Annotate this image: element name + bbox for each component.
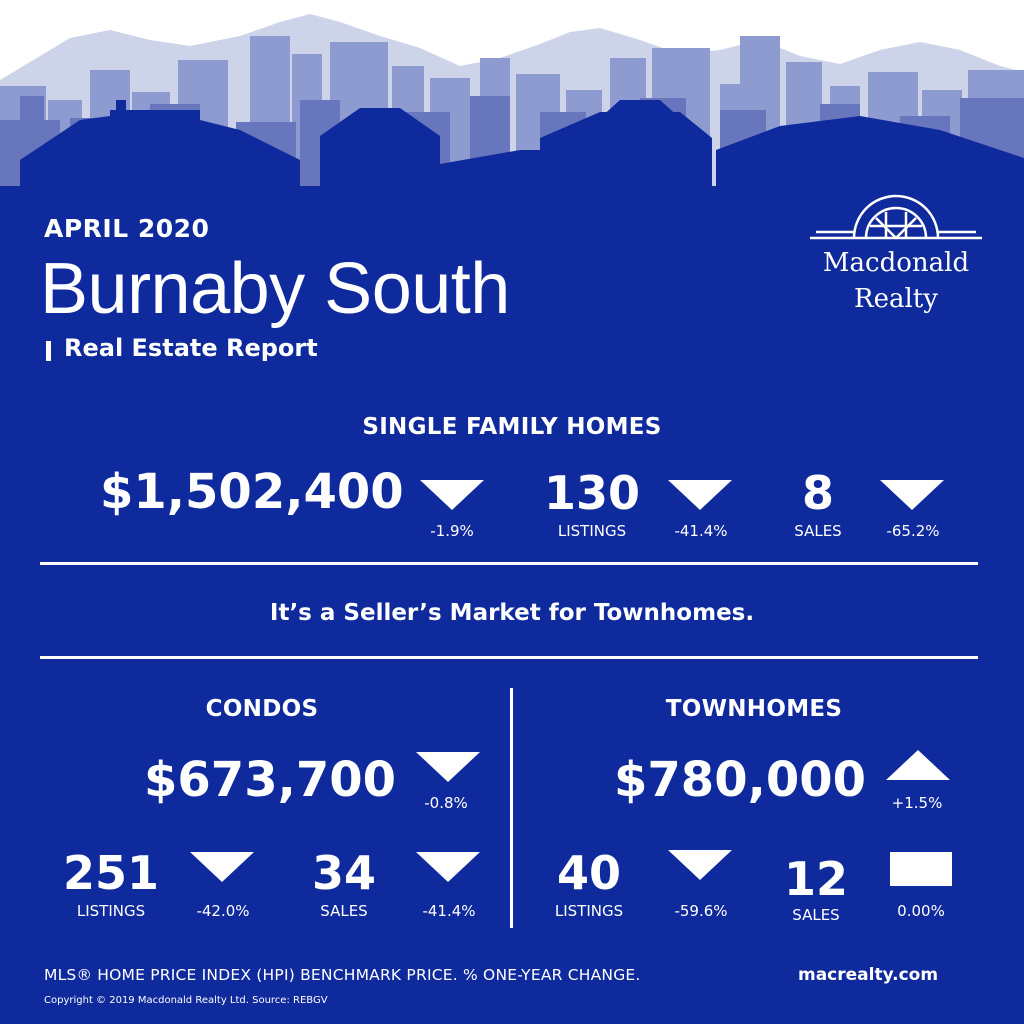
single-family-sales-change: -65.2% <box>886 522 940 540</box>
condos-sales-label: SALES <box>320 902 368 920</box>
single-family-price-down-triangle-icon <box>420 480 484 510</box>
condos-listings-label: LISTINGS <box>76 902 146 920</box>
townhomes-listings-change: -59.6% <box>674 902 728 920</box>
condos-sales-count: 34 <box>311 846 376 900</box>
logo-text-line1: Macdonald <box>822 248 970 278</box>
city-skyline-illustration <box>0 0 1024 200</box>
condos-listings-change: -42.0% <box>196 902 250 920</box>
townhomes-title: TOWNHOMES <box>665 696 843 722</box>
single-family-listings-label: LISTINGS <box>557 522 627 540</box>
townhomes-listings-label: LISTINGS <box>554 902 624 920</box>
townhomes-listings-down-triangle-icon <box>668 850 732 880</box>
divider-bottom <box>40 656 978 659</box>
market-note: It’s a Seller’s Market for Townhomes. <box>269 600 755 626</box>
single-family-sales-down-triangle-icon <box>880 480 944 510</box>
logo-emblem-icon <box>806 192 986 248</box>
single-family-title: SINGLE FAMILY HOMES <box>362 414 662 440</box>
condos-listings-down-triangle-icon <box>190 852 254 882</box>
condos-sales-down-triangle-icon <box>416 852 480 882</box>
column-divider <box>510 688 513 928</box>
single-family-sales-label: SALES <box>794 522 842 540</box>
single-family-listings-down-triangle-icon <box>668 480 732 510</box>
page-subtitle: Real Estate Report <box>64 334 318 362</box>
subtitle-accent-bar <box>46 341 51 361</box>
townhomes-listings-count: 40 <box>556 846 621 900</box>
townhomes-sales-flat-rectangle-icon <box>890 852 952 886</box>
single-family-listings-change: -41.4% <box>674 522 728 540</box>
townhomes-price-up-triangle-icon <box>886 750 950 780</box>
condos-price-change: -0.8% <box>424 794 468 812</box>
townhomes-price: $780,000 <box>614 752 867 808</box>
page-title: Burnaby South <box>40 249 510 329</box>
single-family-listings-count: 130 <box>543 466 641 520</box>
copyright-text: Copyright © 2019 Macdonald Realty Ltd. Source: REBGV <box>44 995 328 1006</box>
single-family-price: $1,502,400 <box>100 464 404 520</box>
townhomes-price-change: +1.5% <box>891 794 943 812</box>
condos-listings-count: 251 <box>62 846 160 900</box>
condos-price: $673,700 <box>144 752 397 808</box>
condos-sales-change: -41.4% <box>422 902 476 920</box>
website-link[interactable]: macrealty.com <box>798 965 939 985</box>
condos-price-down-triangle-icon <box>416 752 480 782</box>
townhomes-sales-change: 0.00% <box>897 902 945 920</box>
single-family-sales-count: 8 <box>801 466 834 520</box>
logo-text-line2: Realty <box>854 284 938 314</box>
townhomes-sales-count: 12 <box>783 852 848 906</box>
company-logo <box>806 192 986 332</box>
townhomes-sales-label: SALES <box>792 906 840 924</box>
single-family-price-change: -1.9% <box>430 522 474 540</box>
footer-note: MLS® HOME PRICE INDEX (HPI) BENCHMARK PRICE. % ONE-YEAR CHANGE. <box>44 966 641 984</box>
divider-top <box>40 562 978 565</box>
condos-title: CONDOS <box>205 696 319 722</box>
report-date: APRIL 2020 <box>44 214 210 243</box>
